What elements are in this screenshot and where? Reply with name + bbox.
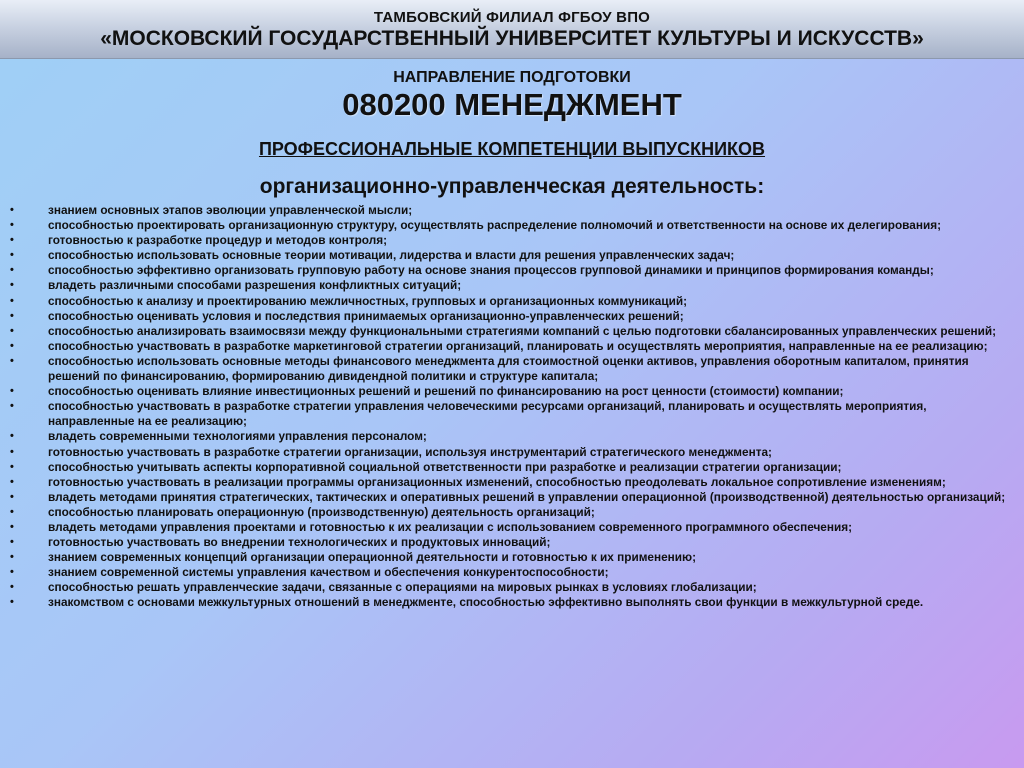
competence-text: владеть методами принятия стратегических, тактических и оперативных решений в управлении операционной (производственной) деятельностью организаций; <box>48 489 1006 504</box>
bullet-icon: • <box>10 520 14 533</box>
competence-item <box>0 595 1024 610</box>
bullet-icon: • <box>10 475 14 488</box>
competence-text: владеть различными способами разрешения конфликтных ситуаций; <box>48 278 462 293</box>
competence-item <box>0 354 1024 384</box>
bullet-icon: • <box>10 596 14 609</box>
bullet-icon: • <box>10 309 14 322</box>
competence-text: готовностью участвовать в разработке стратегии организации, используя инструментарий стратегического менеджмента; <box>48 444 772 459</box>
direction-label: НАПРАВЛЕНИЕ ПОДГОТОВКИ <box>393 69 631 86</box>
competence-text: способностью использовать основные методы финансового менеджмента для стоимостной оценки активов, управления оборотным капиталом, принятия решений по финансированию, формированию дивидендной политики и структуре капитала; <box>48 353 969 384</box>
competence-text: готовностью участвовать во внедрении технологических и продуктовых инноваций; <box>48 535 551 550</box>
competence-item <box>0 505 1024 520</box>
competence-text: знанием основных этапов эволюции управленческой мысли; <box>48 203 413 217</box>
competence-item <box>0 263 1024 278</box>
competence-item <box>0 203 1024 218</box>
bullet-icon: • <box>10 536 14 549</box>
competence-item <box>0 294 1024 309</box>
bullet-icon: • <box>10 354 14 367</box>
bullet-icon: • <box>10 234 14 247</box>
competence-text: знанием современных концепций организации операционной деятельности и готовностью к их применению; <box>48 550 697 565</box>
bullet-icon: • <box>10 551 14 564</box>
competence-item <box>0 429 1024 444</box>
header-banner <box>0 0 1024 59</box>
competence-item <box>0 580 1024 595</box>
competence-item <box>0 278 1024 293</box>
competence-item <box>0 535 1024 550</box>
competence-text: способностью оценивать влияние инвестиционных решений и решений по финансированию на рост ценности (стоимости) компании; <box>48 384 844 399</box>
competence-item <box>0 565 1024 580</box>
competence-text: способностью участвовать в разработке стратегии управления человеческими ресурсами организаций, планировать и осуществлять мероприятия, направленные на ее реализацию; <box>48 399 927 429</box>
bullet-icon: • <box>10 204 14 216</box>
competence-item <box>0 490 1024 505</box>
bullet-icon: • <box>10 264 14 277</box>
competence-item <box>0 399 1024 429</box>
bullet-icon: • <box>10 505 14 518</box>
competence-text: способностью эффективно организовать групповую работу на основе знания процессов групповой динамики и принципов формирования команды; <box>48 263 934 278</box>
competence-text: владеть методами управления проектами и готовностью к их реализации с использованием современного программного обеспечения; <box>48 519 853 534</box>
competence-text: способностью планировать операционную (производственную) деятельность организаций; <box>48 504 595 519</box>
bullet-icon: • <box>10 339 14 352</box>
competence-item <box>0 520 1024 535</box>
competence-text: готовностью участвовать в реализации программы организационных изменений, способностью преодолевать локальное сопротивление изменениям; <box>48 474 946 489</box>
bullet-icon: • <box>10 279 14 292</box>
competence-text: способностью участвовать в разработке маркетинговой стратегии организаций, планировать и осуществлять мероприятия, направленные на ее реализацию; <box>48 338 988 353</box>
activity-heading: организационно-управленческая деятельность: <box>259 175 765 198</box>
competence-text: способностью учитывать аспекты корпоративной социальной ответственности при разработке и реализации стратегии организации; <box>48 459 842 474</box>
bullet-icon: • <box>10 445 14 458</box>
competence-item <box>0 384 1024 399</box>
competence-text: способностью к анализу и проектированию межличностных, групповых и организационных коммуникаций; <box>48 293 688 308</box>
competence-text: знакомством с основами межкультурных отношений в менеджменте, способностью эффективно выполнять свои функции в межкультурной среде. <box>48 595 924 610</box>
branch-name: ТАМБОВСКИЙ ФИЛИАЛ ФГБОУ ВПО <box>373 9 651 26</box>
competence-item <box>0 248 1024 263</box>
bullet-icon: • <box>10 294 14 307</box>
bullet-icon: • <box>10 249 14 262</box>
competence-text: владеть современными технологиями управления персоналом; <box>48 429 427 444</box>
bullet-icon: • <box>10 324 14 337</box>
competence-item <box>0 475 1024 490</box>
competence-text: способностью анализировать взаимосвязи между функциональными стратегиями компаний с целью подготовки сбалансированных управленческих решений; <box>48 323 997 338</box>
competences-heading-text: ПРОФЕССИОНАЛЬНЫЕ КОМПЕТЕНЦИИ ВЫПУСКНИКОВ <box>258 139 766 159</box>
bullet-icon: • <box>10 460 14 473</box>
competence-list <box>0 203 1024 611</box>
bullet-icon: • <box>10 219 14 232</box>
competence-text: способностью оценивать условия и последствия принимаемых организационно-управленческих решений; <box>48 308 684 323</box>
bullet-icon: • <box>10 385 14 398</box>
competence-text: готовностью к разработке процедур и методов контроля; <box>48 233 388 248</box>
competence-text: способностью проектировать организационную структуру, осуществлять распределение полномочий и ответственности на основе их делегирования; <box>48 218 942 233</box>
competence-item <box>0 460 1024 475</box>
competence-text: способностью решать управленческие задачи, связанные с операциями на мировых рынках в условиях глобализации; <box>48 580 757 595</box>
university-name: «МОСКОВСКИЙ ГОСУДАРСТВЕННЫЙ УНИВЕРСИТЕТ КУЛЬТУРЫ И ИСКУССТВ» <box>100 27 924 50</box>
bullet-icon: • <box>10 430 14 443</box>
competence-item <box>0 309 1024 324</box>
competence-item <box>0 233 1024 248</box>
program-title: 080200 МЕНЕДЖМЕНТ <box>342 87 682 122</box>
competence-item <box>0 218 1024 233</box>
competence-item <box>0 550 1024 565</box>
bullet-icon: • <box>10 400 14 413</box>
competence-item <box>0 445 1024 460</box>
bullet-icon: • <box>10 581 14 594</box>
bullet-icon: • <box>10 566 14 579</box>
competence-item <box>0 339 1024 354</box>
competences-heading <box>0 139 1024 160</box>
competence-item <box>0 324 1024 339</box>
competence-text: знанием современной системы управления качеством и обеспечения конкурентоспособности; <box>48 565 609 580</box>
competence-text: способностью использовать основные теории мотивации, лидерства и власти для решения управленческих задач; <box>48 248 735 263</box>
bullet-icon: • <box>10 490 14 503</box>
